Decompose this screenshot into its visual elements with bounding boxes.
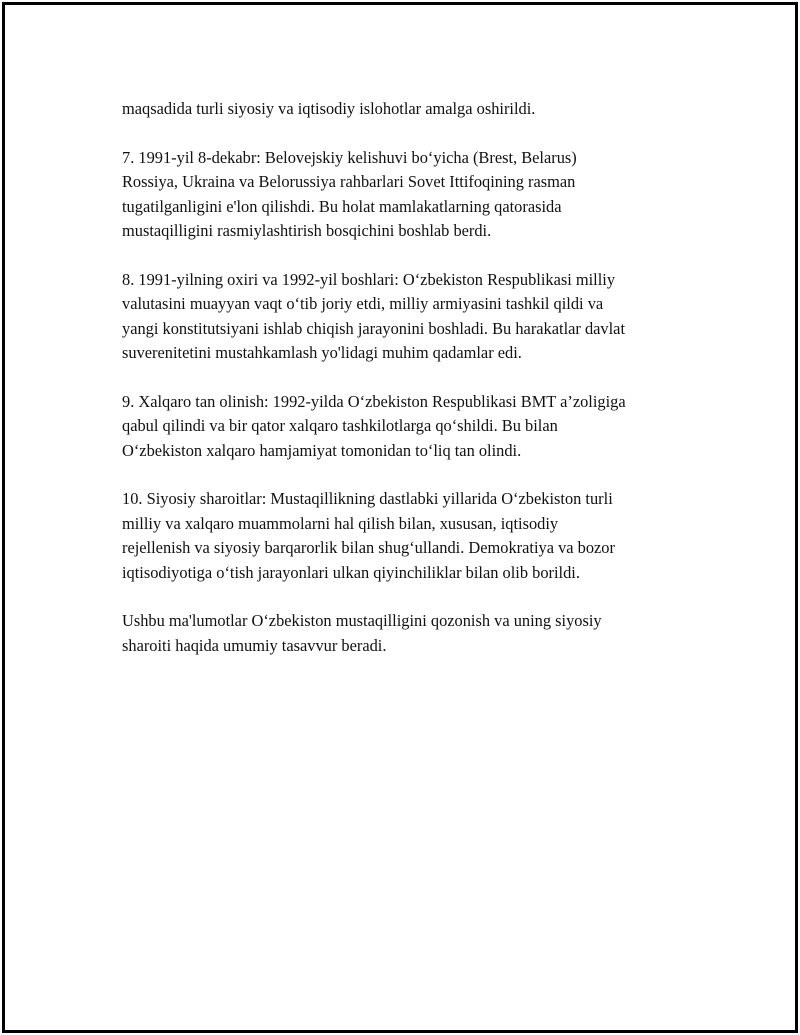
paragraph-item-7: 7. 1991-yil 8-dekabr: Belovejskiy kelishuvi bo‘yicha (Brest, Belarus) Rossiya, Ukraina va Belorussiya rahbarlari Sovet Ittifoqining rasman tugatilganligini e'lon qilishdi. Bu holat mamlakatlarning qatorasida mustaqilligini rasmiylashtirish bosqichini boshlab berdi. bbox=[122, 147, 577, 241]
document-body bbox=[122, 97, 702, 683]
paragraph-item-8: 8. 1991-yilning oxiri va 1992-yil boshlari: O‘zbekiston Respublikasi milliy valutasini muayyan vaqt o‘tib joriy etdi, milliy armiyasini tashkil qildi va yangi konstitutsiyani ishlab chiqish jarayonini boshladi. Bu harakatlar davlat suverenitetini mustahkamlash yo'lidagi muhim qadamlar edi. bbox=[122, 269, 626, 363]
paragraph-intro-continuation: maqsadida turli siyosiy va iqtisodiy islohotlar amalga oshirildi. bbox=[122, 99, 536, 118]
page-frame bbox=[2, 2, 798, 1033]
paragraph-item-10: 10. Siyosiy sharoitlar: Mustaqillikning dastlabki yillarida O‘zbekiston turli milliy va xalqaro muammolarni hal qilish bilan, xususan, iqtisodiy rejellenish va siyosiy barqarorlik bilan shug‘ullandi. Demokratiya va bozor iqtisodiyotiga o‘tish jarayonlari ulkan qiyinchiliklar bilan olib borildi. bbox=[122, 489, 615, 582]
paragraph-conclusion: Ushbu ma'lumotlar O‘zbekiston mustaqilligini qozonish va uning siyosiy sharoiti haqida umumiy tasavvur beradi. bbox=[122, 611, 602, 655]
paragraph-item-9: 9. Xalqaro tan olinish: 1992-yilda O‘zbekiston Respublikasi BMT a’zoligiga qabul qilindi va bir qator xalqaro tashkilotlarga qo‘shildi. Bu bilan O‘zbekiston xalqaro hamjamiyat tomonidan to‘liq tan olindi. bbox=[122, 391, 626, 460]
